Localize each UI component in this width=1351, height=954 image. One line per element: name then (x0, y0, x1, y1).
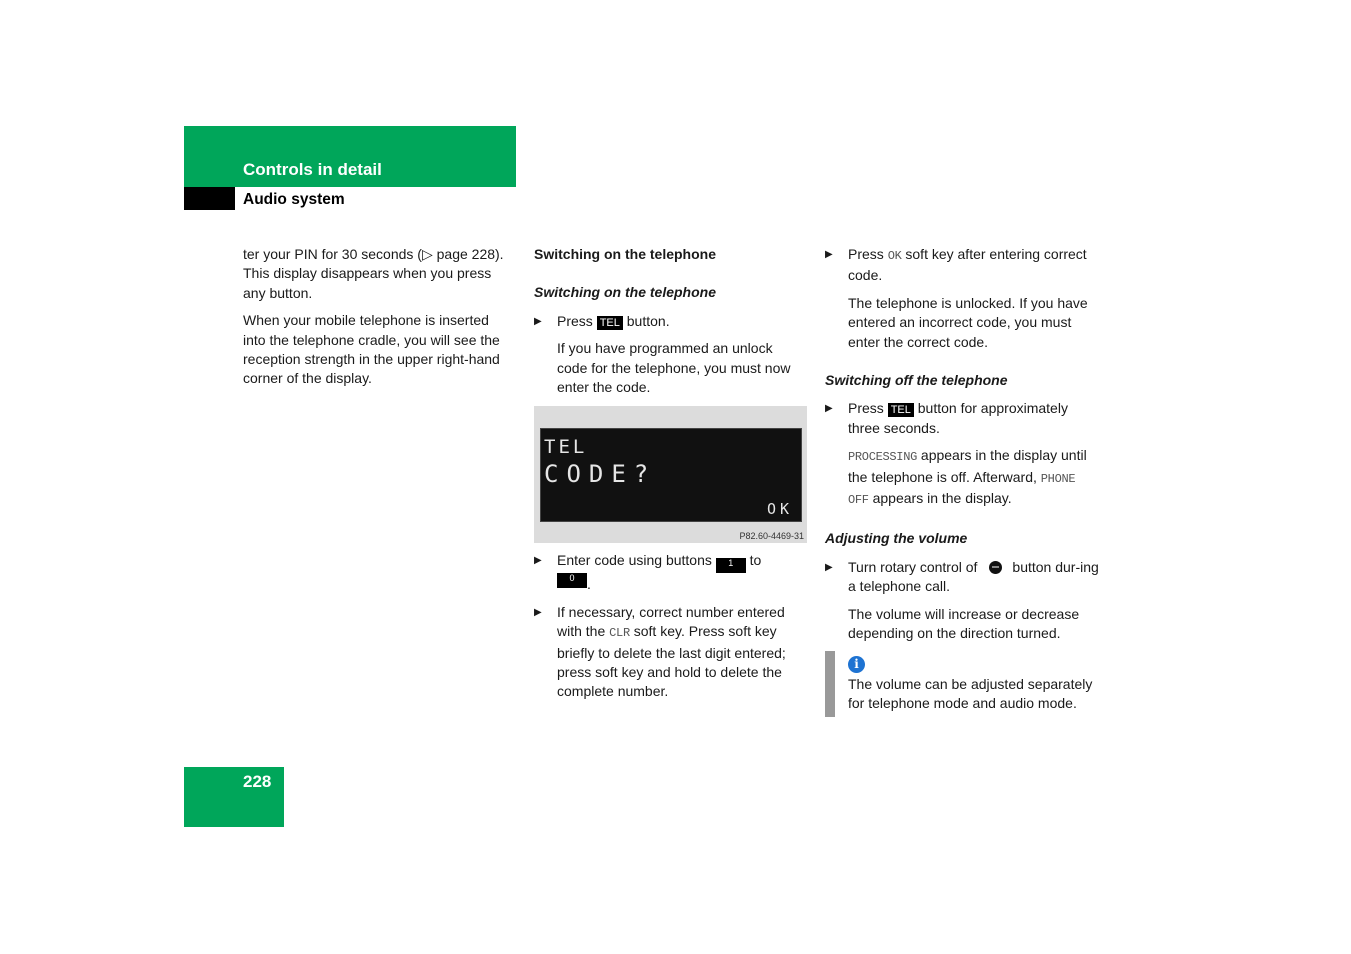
bullet-arrow-icon: ▶ (534, 315, 542, 327)
paragraph-cradle: When your mobile telephone is inserted into the telephone cradle, you will see the reception strength in the upper right-hand corner of the display. (243, 312, 500, 387)
paragraph-pin: ter your PIN for 30 seconds (▷ page 228). This display disappears when you press any button. (243, 246, 504, 301)
section-subtitle: Audio system (243, 191, 345, 208)
unlock-note: If you have programmed an unlock code for the telephone, you must now enter the code. (557, 340, 791, 396)
step-correct-number: ▶ If necessary, correct number entered with the CLR soft key. Press soft key briefly to delete the last digit entered; press soft key and hold to delete the complete number. (534, 603, 786, 700)
chapter-title: Controls in detail (243, 160, 382, 179)
bullet-arrow-icon: ▶ (534, 606, 542, 618)
subheading-switch-off: Switching off the telephone (825, 372, 1008, 389)
key-1-icon: 1 (716, 558, 746, 573)
bullet-arrow-icon: ▶ (825, 561, 833, 573)
column-1 (243, 245, 515, 397)
column-3 (825, 245, 1101, 713)
step-press-tel: ▶ Press TEL button. (534, 312, 806, 331)
bullet-arrow-icon: ▶ (825, 249, 833, 260)
step-turn-rotary: ▶ Turn rotary control of button dur-ing a telephone call. (825, 558, 1099, 595)
step-press-ok: ▶ Press OK soft key after entering correct code. (825, 246, 1087, 284)
tel-key-icon: TEL (888, 403, 914, 417)
clr-softkey-label: CLR (609, 626, 630, 641)
lcd-softkey: OK (766, 500, 793, 519)
lcd-line-1: TEL (544, 436, 588, 459)
page-number: 228 (243, 772, 272, 791)
ok-softkey-label: OK (887, 249, 902, 263)
subheading-switch-on: Switching on the telephone (534, 284, 716, 301)
processing-label: PROCESSING (848, 450, 918, 465)
key-0-icon: 0 ␣ (557, 573, 587, 588)
phone-off-label: PHONE OFF (848, 471, 1076, 508)
bullet-arrow-icon: ▶ (534, 555, 542, 567)
section-title: Switching on the telephone (534, 246, 716, 262)
unlocked-note: The telephone is unlocked. If you have entered an incorrect code, you must enter the correct code. (848, 294, 1088, 350)
step-enter-code: ▶ Enter code using buttons 1 to 0 ␣ . (534, 552, 762, 593)
header-marker (184, 187, 235, 210)
rotary-control-icon (989, 561, 1002, 574)
display-figure (534, 406, 807, 543)
note-bar (825, 651, 835, 717)
lcd-line-2: CODE? (544, 460, 657, 489)
figure-id: P82.60-4469-31 (739, 531, 804, 542)
bullet-arrow-icon: ▶ (825, 403, 833, 415)
info-note-text: The volume can be adjusted separately for telephone mode and audio mode. (848, 675, 1093, 711)
tel-key-icon: TEL (597, 316, 623, 330)
subheading-volume: Adjusting the volume (825, 530, 968, 547)
step-hold-tel: ▶ Press TEL button for approximately three seconds. (825, 400, 1068, 436)
lcd-screen (540, 428, 802, 522)
info-icon: i (848, 656, 865, 673)
processing-note: PROCESSING appears in the display until the telephone is off. Afterward, PHONE OFF appears in the display. (848, 447, 1087, 508)
column-2 (534, 245, 806, 710)
info-note (825, 654, 1101, 714)
volume-note: The volume will increase or decrease depending on the direction turned. (848, 605, 1080, 642)
